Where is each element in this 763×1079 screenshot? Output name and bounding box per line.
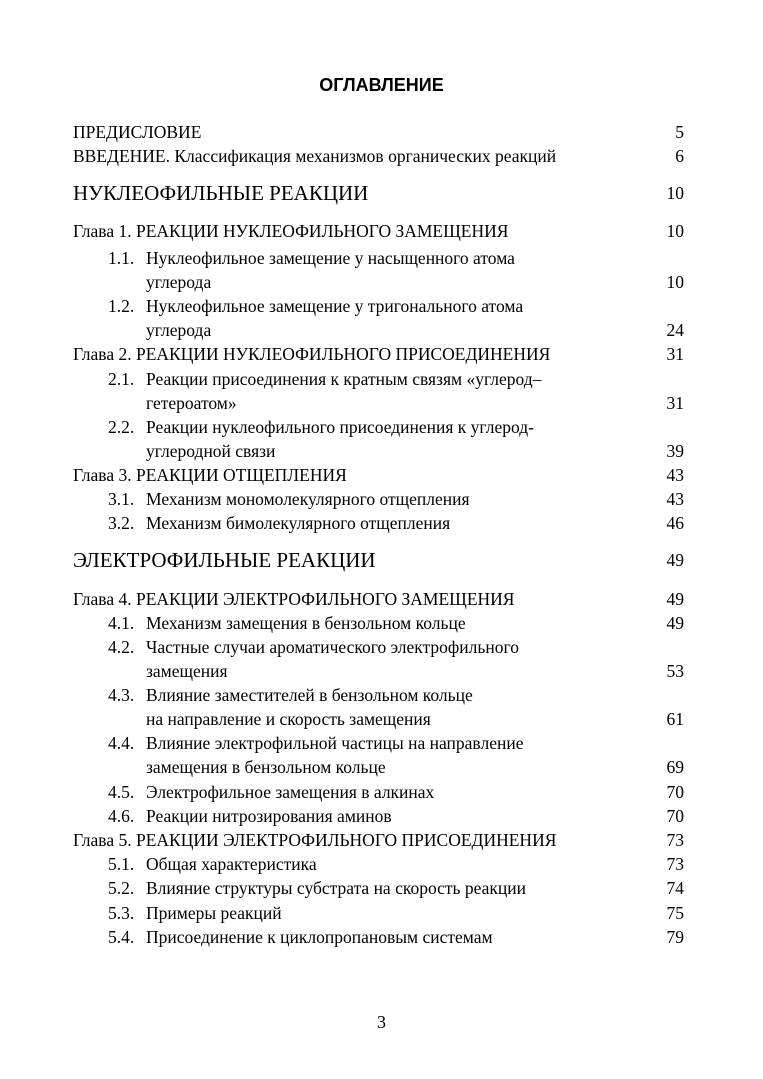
section-title: углерода	[146, 272, 212, 292]
section-number: 3.1.	[108, 489, 135, 509]
page-ref: 70	[666, 806, 684, 826]
page-ref: 43	[666, 465, 684, 485]
section-number: 1.2.	[108, 296, 135, 316]
page-ref: 79	[666, 927, 684, 947]
section-number: 2.1.	[108, 369, 135, 389]
page-ref: 24	[666, 320, 684, 340]
section-number: 4.4.	[108, 733, 135, 753]
entry-title: Глава 5. РЕАКЦИИ ЭЛЕКТРОФИЛЬНОГО ПРИСОЕДИНЕНИЯ	[73, 830, 557, 850]
page-ref: 73	[666, 830, 684, 850]
entry-title: Глава 4. РЕАКЦИИ ЭЛЕКТРОФИЛЬНОГО ЗАМЕЩЕНИЯ	[73, 589, 515, 609]
section-number: 4.6.	[108, 806, 135, 826]
page-ref: 74	[666, 878, 684, 898]
entry-title: Глава 1. РЕАКЦИИ НУКЛЕОФИЛЬНОГО ЗАМЕЩЕНИЯ	[73, 221, 509, 241]
entry-title: НУКЛЕОФИЛЬНЫЕ РЕАКЦИИ	[73, 181, 369, 205]
section-title: Электрофильное замещения в алкинах	[146, 782, 435, 802]
section-number: 1.1.	[108, 248, 135, 268]
entry-title: ЭЛЕКТРОФИЛЬНЫЕ РЕАКЦИИ	[73, 548, 376, 572]
section-number: 4.1.	[108, 613, 135, 633]
section-number: 5.2.	[108, 878, 135, 898]
page-ref: 31	[666, 393, 684, 413]
page-ref: 70	[666, 782, 684, 802]
page-ref: 10	[666, 272, 684, 292]
section-title: Примеры реакций	[146, 903, 282, 923]
section-title: на направление и скорость замещения	[146, 709, 431, 729]
entry-title: ПРЕДИСЛОВИЕ	[73, 122, 202, 142]
entry-title: ВВЕДЕНИЕ. Классификация механизмов органических реакций	[73, 146, 557, 166]
section-number: 5.3.	[108, 903, 135, 923]
section-title: Нуклеофильное замещение у насыщенного атома	[146, 248, 515, 268]
section-number: 5.4.	[108, 927, 135, 947]
page-ref: 73	[666, 854, 684, 874]
section-title: Влияние структуры субстрата на скорость реакции	[146, 878, 527, 898]
page-ref: 75	[666, 903, 684, 923]
page-ref: 69	[666, 757, 684, 777]
page-ref: 53	[666, 661, 684, 681]
page-ref: 10	[666, 221, 684, 241]
page-ref: 31	[666, 344, 684, 364]
section-number: 4.2.	[108, 637, 135, 657]
page-ref: 46	[666, 513, 684, 533]
section-title: Частные случаи ароматического электрофильного	[146, 637, 519, 657]
section-title: Механизм замещения в бензольном кольце	[146, 613, 466, 633]
section-number: 2.2.	[108, 417, 135, 437]
page-ref: 49	[666, 589, 684, 609]
section-number: 4.5.	[108, 782, 135, 802]
section-title: Реакции нитрозирования аминов	[146, 806, 392, 826]
section-title: Механизм бимолекулярного отщепления	[146, 513, 451, 533]
page-ref: 49	[666, 550, 684, 570]
section-title: Присоединение к циклопропановым системам	[146, 927, 493, 947]
entry-title: Глава 3. РЕАКЦИИ ОТЩЕПЛЕНИЯ	[73, 465, 347, 485]
entry-title: Глава 2. РЕАКЦИИ НУКЛЕОФИЛЬНОГО ПРИСОЕДИНЕНИЯ	[73, 344, 551, 364]
page-title: ОГЛАВЛЕНИЕ	[319, 75, 444, 95]
page-ref: 43	[666, 489, 684, 509]
page-ref: 10	[666, 183, 684, 203]
page-ref: 5	[675, 122, 684, 142]
page-ref: 6	[675, 146, 684, 166]
section-title: замещения	[146, 661, 228, 681]
section-title: гетероатом»	[146, 393, 237, 413]
page-ref: 61	[666, 709, 684, 729]
section-title: Механизм мономолекулярного отщепления	[146, 489, 470, 509]
section-title: Нуклеофильное замещение у тригонального атома	[146, 296, 524, 316]
section-title: углеродной связи	[146, 441, 276, 461]
section-number: 4.3.	[108, 685, 135, 705]
page-number: 3	[377, 1012, 386, 1032]
section-title: углерода	[146, 320, 212, 340]
section-title: Общая характеристика	[146, 854, 317, 874]
section-title: Влияние электрофильной частицы на направление	[146, 733, 524, 753]
section-number: 3.2.	[108, 513, 135, 533]
page-ref: 49	[666, 613, 684, 633]
section-title: Реакции присоединения к кратным связям «углерод–	[146, 369, 542, 389]
section-title: замещения в бензольном кольце	[146, 757, 386, 777]
section-title: Реакции нуклеофильного присоединения к углерод-	[146, 417, 534, 437]
section-title: Влияние заместителей в бензольном кольце	[146, 685, 473, 705]
section-number: 5.1.	[108, 854, 135, 874]
page-ref: 39	[666, 441, 684, 461]
